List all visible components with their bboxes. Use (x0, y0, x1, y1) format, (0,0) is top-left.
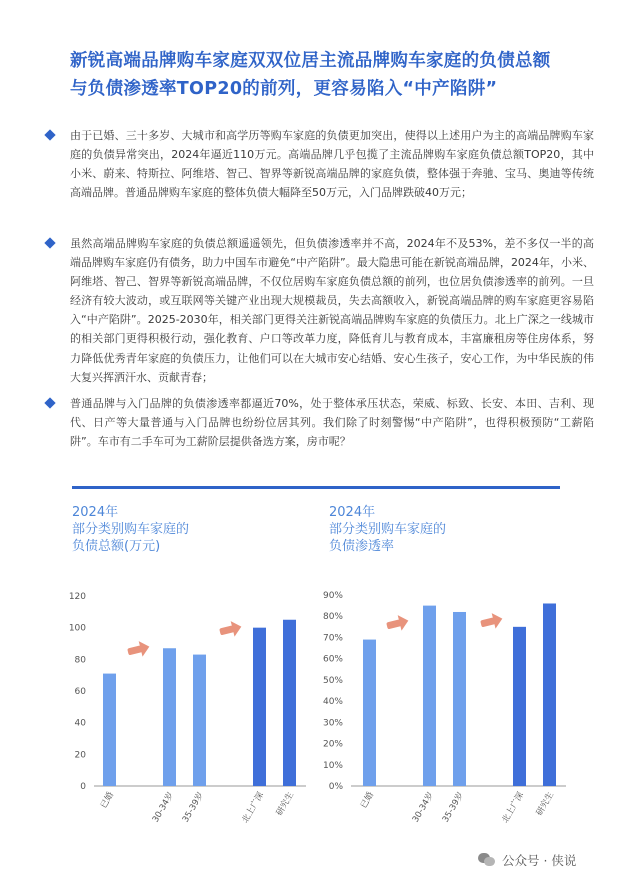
chart1-title-line: 负债总额(万元) (72, 539, 161, 554)
chart2-title-line: 2024年 (329, 505, 376, 520)
bar-北上广深 (513, 627, 526, 786)
bar-35-39岁 (453, 612, 466, 786)
y-tick-label: 90% (322, 591, 343, 601)
debt-penetration-bar-chart (322, 580, 563, 825)
chart1-title-line: 2024年 (72, 505, 119, 520)
section-divider (72, 486, 560, 489)
debt-total-bar-chart (68, 580, 310, 825)
y-tick-label: 30% (322, 718, 343, 729)
chart2-title-line: 负债渗透率 (329, 539, 395, 554)
x-category-label: 研究生 (274, 790, 297, 818)
y-tick-label: 100 (68, 623, 86, 634)
diamond-bullet-icon (44, 397, 55, 408)
x-category-label: 35-39岁 (440, 790, 467, 825)
bar-北上广深 (253, 628, 266, 786)
y-tick-label: 70% (322, 633, 343, 644)
chart2-title-line: 部分类别购车家庭的 (329, 522, 447, 537)
y-tick-label: 80% (322, 612, 343, 623)
bar-35-39岁 (193, 655, 206, 786)
y-tick-label: 0 (80, 782, 86, 792)
chart1-title (72, 504, 189, 555)
page-title (70, 47, 590, 103)
page-title-line1: 新锐高端品牌购车家庭双双位居主流品牌购车家庭的负债总额 (70, 51, 551, 71)
bullet-paragraph (44, 394, 594, 451)
wechat-icon (478, 853, 496, 867)
bar-研究生 (543, 603, 556, 786)
x-category-label: 北上广深 (240, 790, 267, 825)
chart1-title-line: 部分类别购车家庭的 (72, 522, 190, 537)
x-category-label: 已婚 (98, 790, 117, 811)
y-tick-label: 40% (322, 697, 343, 708)
bar-已婚 (103, 674, 116, 786)
diamond-bullet-icon (44, 237, 55, 248)
x-category-label: 北上广深 (500, 790, 527, 825)
page-title-line2: 与负债渗透率TOP20的前列，更容易陷入“中产陷阱” (70, 79, 498, 99)
arrow-right-icon (479, 611, 504, 632)
bar-30-34岁 (163, 648, 176, 786)
bullet-paragraph (44, 234, 594, 387)
bar-30-34岁 (423, 606, 436, 786)
bullet-text: 由于已婚、三十多岁、大城市和高学历等购车家庭的负债更加突出，使得以上述用户为主的高端品牌购车家庭的负债异常突出，2024年逼近110万元。高端品牌几乎包揽了主流品牌购车家庭负债总额TOP20，其中小米、蔚来、特斯拉、阿维塔、智己、智界等新锐高端品牌的家庭负债，整体强于奔驰、宝马、奥迪等传统高端品牌。普通品牌购车家庭的整体负债大幅降至50万元，入门品牌跌破40万元； (70, 129, 594, 200)
bullet-text: 普通品牌与入门品牌的负债渗透率都逼近70%，处于整体承压状态，荣威、标致、长安、本田、吉利、现代、日产等大量普通与入门品牌也纷纷位居其列。我们除了时刻警惕“中产陷阱”，也得积极预防“工薪陷阱”。车市有二手车可为工薪阶层提供备选方案，房市呢？ (70, 397, 594, 449)
y-tick-label: 50% (322, 675, 343, 686)
bar-已婚 (363, 640, 376, 786)
y-tick-label: 40 (74, 718, 86, 729)
bar-研究生 (283, 620, 296, 786)
x-category-label: 已婚 (358, 790, 377, 811)
arrow-right-icon (126, 639, 151, 660)
x-category-label: 35-39岁 (180, 790, 207, 825)
bullet-paragraph (44, 126, 594, 202)
y-tick-label: 120 (68, 592, 86, 602)
y-tick-label: 10% (322, 760, 343, 771)
diamond-bullet-icon (44, 129, 55, 140)
y-tick-label: 60% (322, 654, 343, 665)
x-category-label: 研究生 (534, 790, 557, 818)
arrow-right-icon (385, 613, 410, 634)
x-category-label: 30-34岁 (410, 790, 437, 825)
y-tick-label: 20% (322, 739, 343, 750)
y-tick-label: 20 (74, 750, 86, 761)
footer-source-text: 公众号 · 侠说 (502, 853, 577, 868)
chart2-title (329, 504, 446, 555)
bullet-text: 虽然高端品牌购车家庭的负债总额遥遥领先，但负债渗透率并不高，2024年不及53%，差不多仅一半的高端品牌购车家庭仍有债务，助力中国车市避免“中产陷阱”。最大隐患可能在新锐高端品牌，2024年，小米、阿维塔、智己、智界等新锐高端品牌，不仅位居购车家庭负债总额的前列，也位居负债渗透率的前列。一旦经济有较大波动，或互联网等关键产业出现大规模裁员，失去高额收入，新锐高端品牌的购车家庭更容易陷入“中产陷阱”。2025-2030年，相关部门更得关注新锐高端品牌购车家庭的负债压力。北上广深之一线城市的相关部门更得积极行动，强化教育、户口等改革力度，降低育儿与教育成本，丰富廉租房等住房体系，努力降低优秀青年家庭的负债压力，让他们可以在大城市安心结婚、安心生孩子，安心工作，为中华民族的伟大复兴挥洒汗水、贡献青春； (70, 237, 594, 384)
arrow-right-icon (218, 619, 243, 640)
footer-source (478, 851, 576, 869)
y-tick-label: 80 (74, 655, 86, 666)
x-category-label: 30-34岁 (150, 790, 177, 825)
y-tick-label: 0% (328, 782, 343, 792)
y-tick-label: 60 (74, 687, 86, 697)
